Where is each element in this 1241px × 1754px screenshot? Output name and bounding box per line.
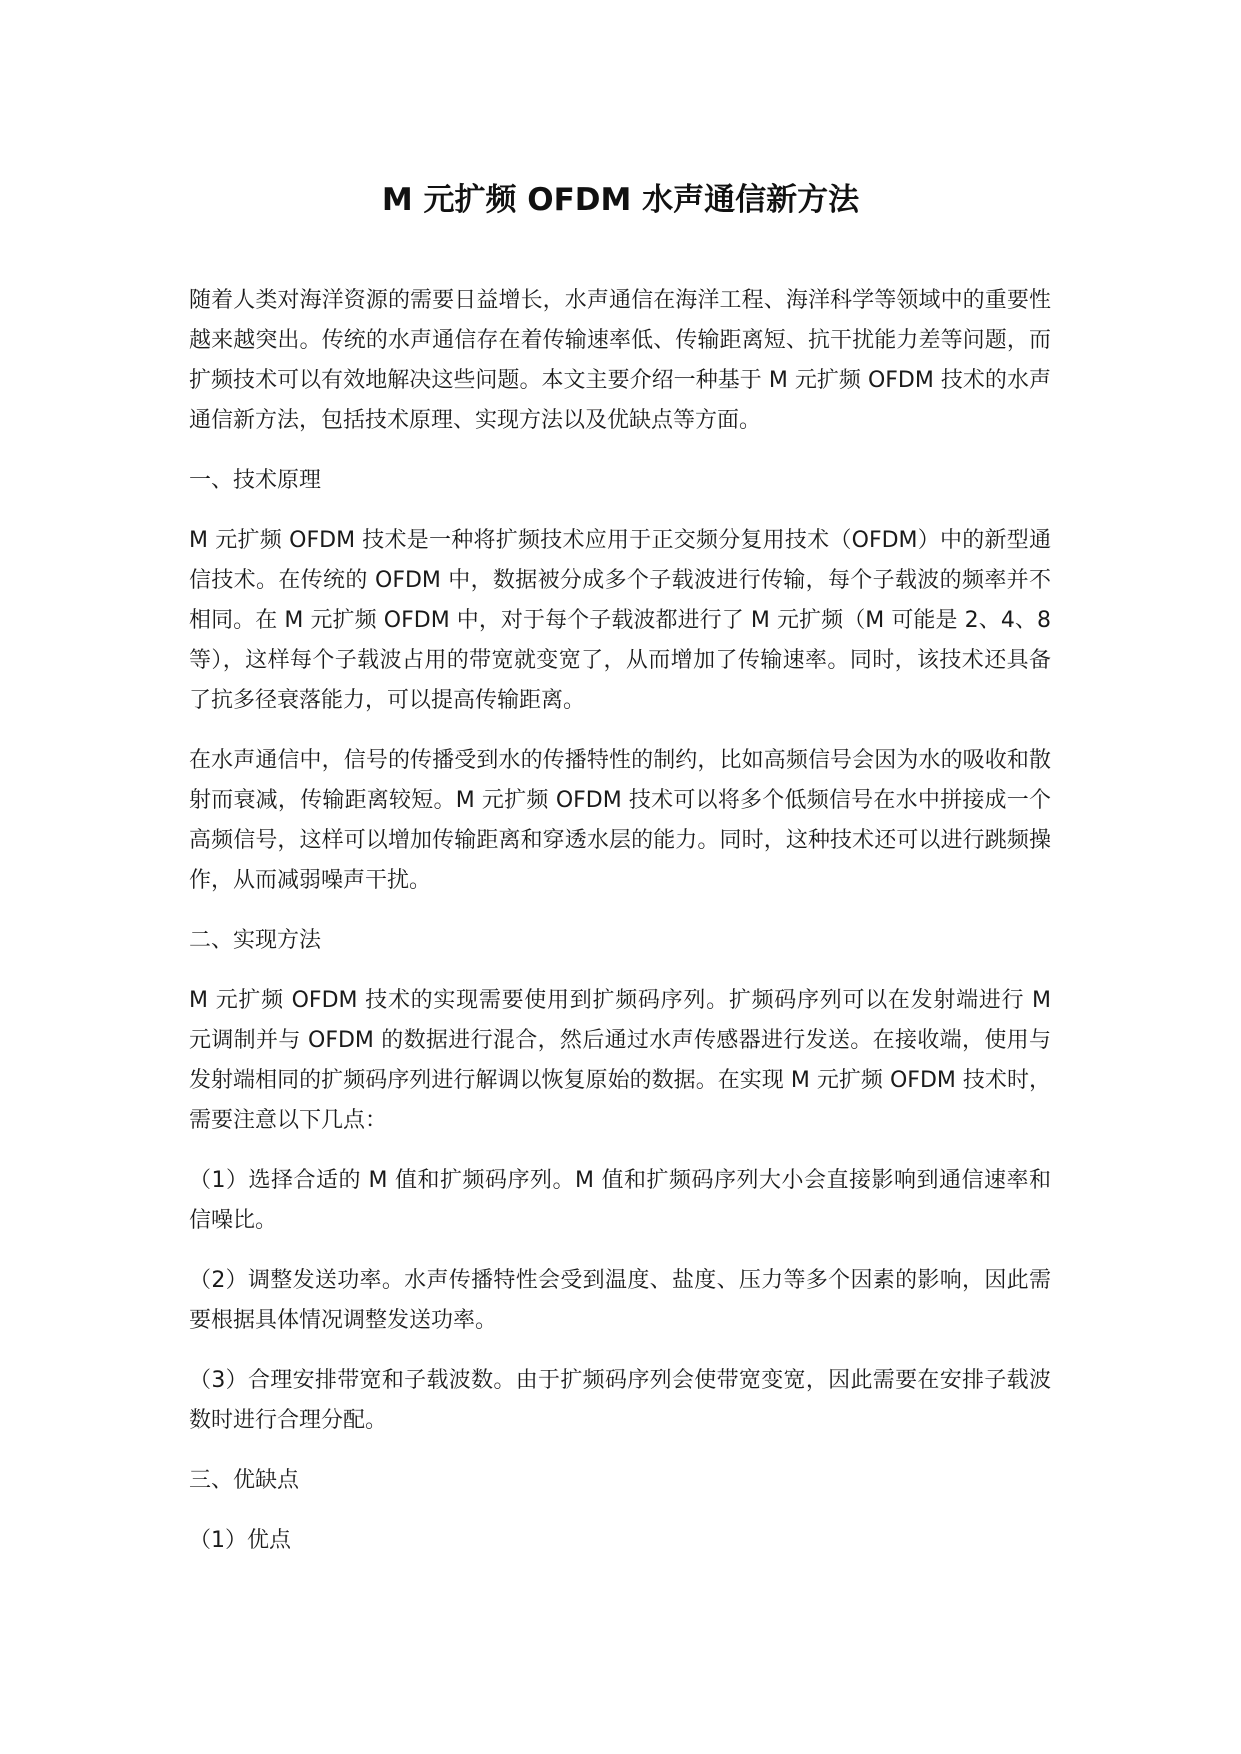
document-title: M 元扩频 OFDM 水声通信新方法 xyxy=(381,182,860,218)
implementation-item-2: （2）调整发送功率。水声传播特性会受到温度、盐度、压力等多个因素的影响，因此需要根据具体情况调整发送功率。 xyxy=(189,1268,1051,1333)
implementation-item-3: （3）合理安排带宽和子载波数。由于扩频码序列会使带宽变宽，因此需要在安排子载波数时进行合理分配。 xyxy=(189,1368,1051,1433)
section-heading-implementation: 二、实现方法 xyxy=(189,928,322,953)
implementation-item-1: （1）选择合适的 M 值和扩频码序列。M 值和扩频码序列大小会直接影响到通信速率和信噪比。 xyxy=(189,1168,1051,1233)
pros-subheading: （1）优点 xyxy=(189,1528,291,1553)
principle-paragraph-2: 在水声通信中，信号的传播受到水的传播特性的制约，比如高频信号会因为水的吸收和散射而衰减，传输距离较短。M 元扩频 OFDM 技术可以将多个低频信号在水中拼接成一个高频信号，这样可以增加传输距离和穿透水层的能力。同时，这种技术还可以进行跳频操作，从而减弱噪声干扰。 xyxy=(189,748,1051,893)
intro-paragraph: 随着人类对海洋资源的需要日益增长，水声通信在海洋工程、海洋科学等领域中的重要性越来越突出。传统的水声通信存在着传输速率低、传输距离短、抗干扰能力差等问题，而扩频技术可以有效地解决这些问题。本文主要介绍一种基于 M 元扩频 OFDM 技术的水声通信新方法，包括技术原理、实现方法以及优缺点等方面。 xyxy=(189,288,1051,433)
principle-paragraph-1: M 元扩频 OFDM 技术是一种将扩频技术应用于正交频分复用技术（OFDM）中的新型通信技术。在传统的 OFDM 中，数据被分成多个子载波进行传输，每个子载波的频率并不相同。在 M 元扩频 OFDM 中，对于每个子载波都进行了 M 元扩频（M 可能是 2、4、8 等），这样每个子载波占用的带宽就变宽了，从而增加了传输速率。同时，该技术还具备了抗多径衰落能力，可以提高传输距离。 xyxy=(189,528,1051,713)
implementation-paragraph: M 元扩频 OFDM 技术的实现需要使用到扩频码序列。扩频码序列可以在发射端进行 M 元调制并与 OFDM 的数据进行混合，然后通过水声传感器进行发送。在接收端，使用与发射端相同的扩频码序列进行解调以恢复原始的数据。在实现 M 元扩频 OFDM 技术时，需要注意以下几点： xyxy=(189,988,1051,1133)
document-body xyxy=(189,281,1051,1581)
section-heading-principle: 一、技术原理 xyxy=(189,468,322,493)
section-heading-pros-cons: 三、优缺点 xyxy=(189,1468,300,1493)
